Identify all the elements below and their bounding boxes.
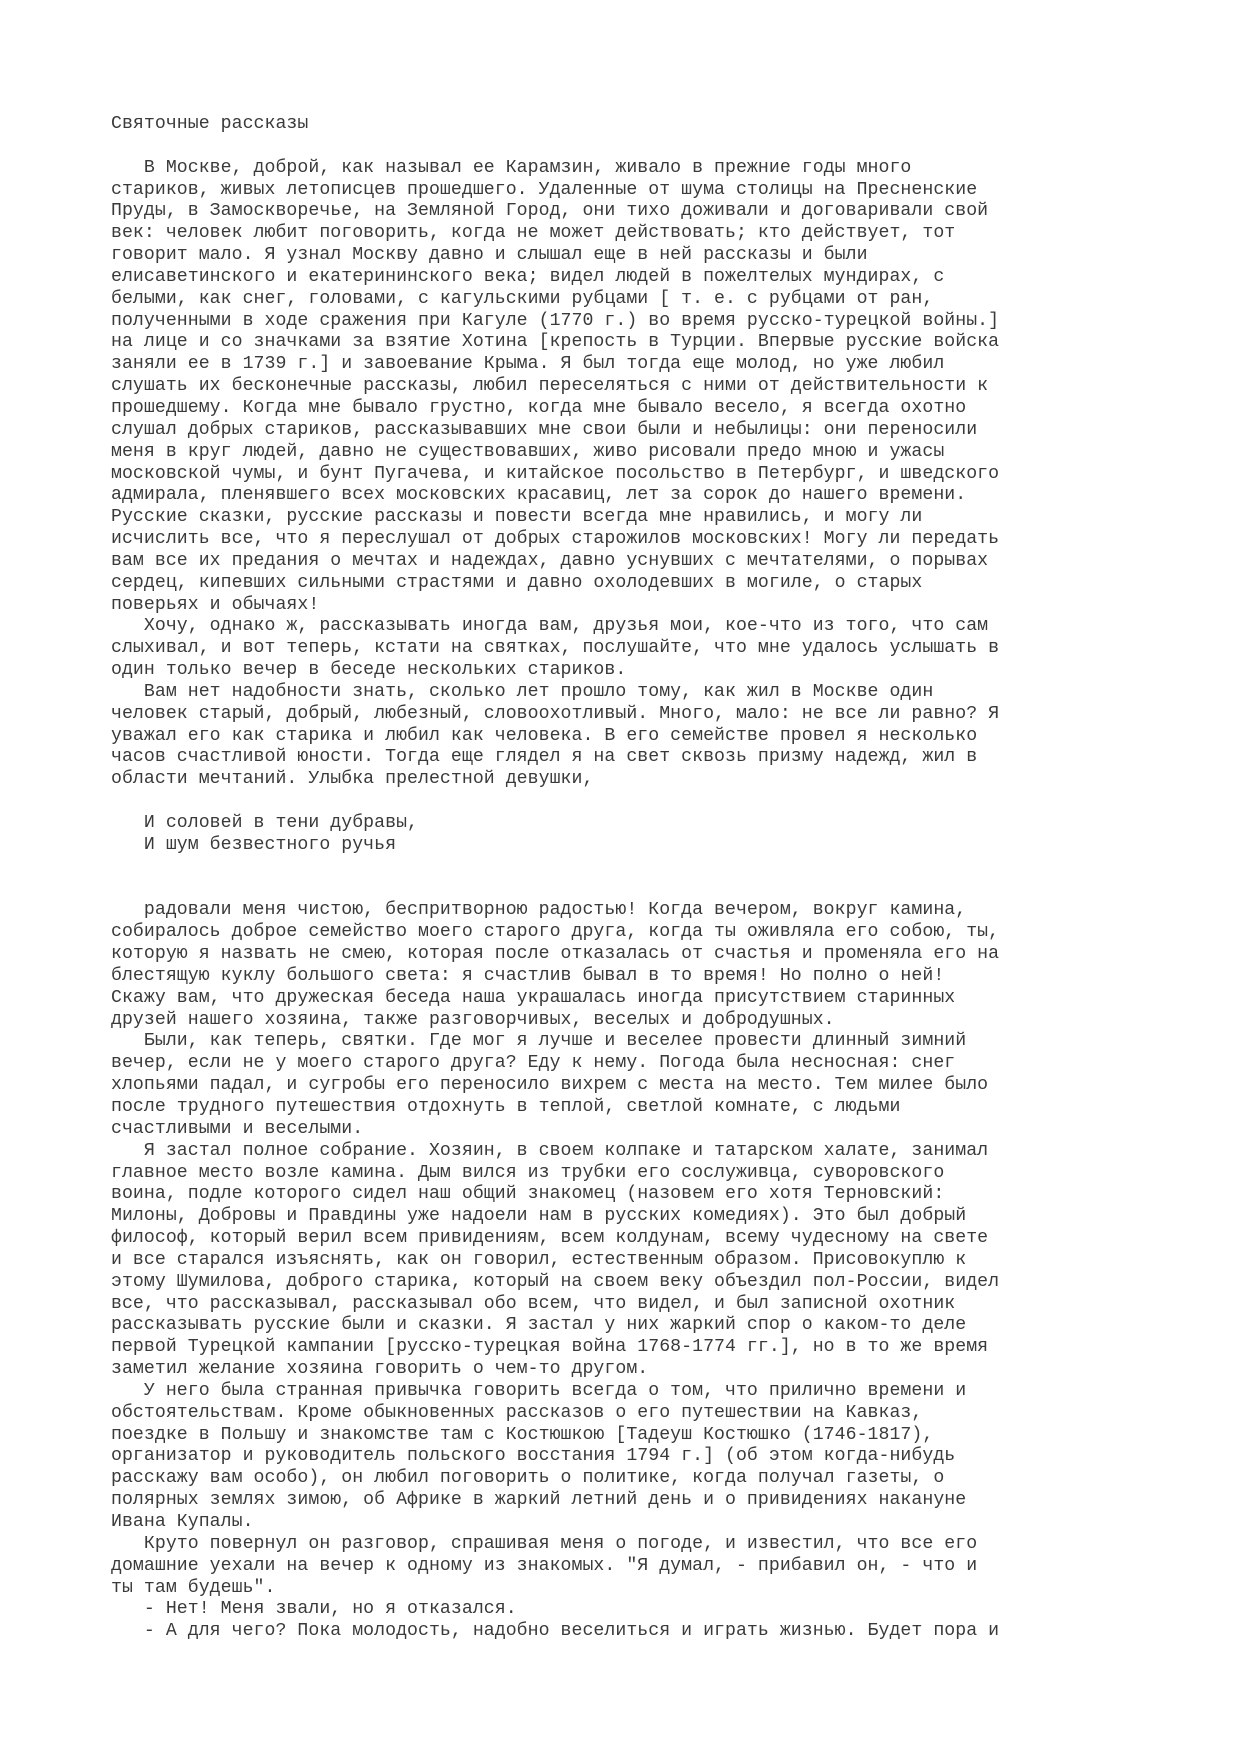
- text-line: У него была странная привычка говорить всегда о том, что прилично времени и: [111, 1380, 967, 1401]
- text-line: Хочу, однако ж, рассказывать иногда вам, друзья мои, кое-что из того, что сам: [111, 616, 989, 637]
- text-line: первой Турецкой кампании [русско-турецкая война 1768-1774 гг.], но в то же время: [111, 1337, 989, 1358]
- text-line: И соловей в тени дубравы,: [111, 813, 418, 833]
- text-line: поездке в Польшу и знакомстве там с Костюшкою [Тадеуш Костюшко (1746-1817),: [111, 1424, 934, 1445]
- text-line: хлопьями падал, и сугробы его переносило вихрем с места на место. Тем милее было: [111, 1075, 989, 1096]
- paragraph-3: [111, 682, 1171, 791]
- text-line: слыхивал, и вот теперь, кстати на святках, послушайте, что мне удалось услышать в: [111, 638, 1000, 659]
- text-line: блестящую куклу большого света: я счастлив бывал в то время! Но полно о ней!: [111, 965, 945, 986]
- dialogue: [111, 1599, 1171, 1643]
- text-line: рассказывать русские были и сказки. Я застал у них жаркий спор о каком-то деле: [111, 1315, 967, 1336]
- text-line: Были, как теперь, святки. Где мог я лучше и веселее провести длинный зимний: [111, 1031, 967, 1052]
- text-line: Скажу вам, что дружеская беседа наша украшалась иногда присутствием старинных: [111, 987, 956, 1008]
- text-line: сердец, кипевших сильными страстями и давно охолодевших в могиле, о старых: [111, 572, 923, 593]
- text-line: и все старался изъяснять, как он говорил, естественным образом. Присовокуплю к: [111, 1249, 967, 1270]
- paragraph-5: [111, 1031, 1171, 1140]
- text-line: заняли ее в 1739 г.] и завоевание Крыма. Я был тогда еще молод, но уже любил: [111, 354, 945, 375]
- text-line: белыми, как снег, головами, с кагульскими рубцами [ т. е. с рубцами от ран,: [111, 288, 934, 309]
- text-line: В Москве, доброй, как называл ее Карамзин, живало в прежние годы много: [111, 157, 912, 178]
- text-line: меня в круг людей, давно не существовавших, живо рисовали предо мною и ужасы: [111, 441, 945, 462]
- text-line: ты там будешь".: [111, 1577, 276, 1598]
- text-line: этому Шумилова, доброго старика, который на своем веку объездил пол-России, видел: [111, 1271, 1000, 1292]
- text-line: главное место возле камина. Дым вился из трубки его сослуживца, суворовского: [111, 1162, 945, 1183]
- paragraph-8: [111, 1534, 1171, 1600]
- document-page: [111, 114, 1171, 1643]
- text-line: Круто повернул он разговор, спрашивая меня о погоде, и известил, что все его: [111, 1533, 978, 1554]
- paragraph-4: [111, 900, 1171, 1031]
- text-line: друзей нашего хозяина, также разговорчивых, веселых и добродушных.: [111, 1009, 835, 1030]
- text-line: обстоятельствам. Кроме обыкновенных рассказов о его путешествии на Кавказ,: [111, 1402, 923, 1423]
- text-line: радовали меня чистою, беспритворною радостью! Когда вечером, вокруг камина,: [111, 900, 967, 921]
- text-line: Пруды, в Замоскворечье, на Земляной Город, они тихо доживали и договаривали свой: [111, 201, 989, 222]
- text-line: организатор и руководитель польского восстания 1794 г.] (об этом когда-нибудь: [111, 1446, 956, 1467]
- text-line: счастливыми и веселыми.: [111, 1118, 364, 1139]
- text-line: расскажу вам особо), он любил поговорить о политике, когда получал газеты, о: [111, 1468, 945, 1489]
- text-line: Я застал полное собрание. Хозяин, в своем колпаке и татарском халате, занимал: [111, 1140, 989, 1161]
- text-line: полярных землях зимою, об Африке в жаркий летний день и о привидениях накануне: [111, 1490, 967, 1511]
- text-line: заметил желание хозяина говорить о чем-то другом.: [111, 1359, 649, 1380]
- paragraph-7: [111, 1381, 1171, 1534]
- text-line: после трудного путешествия отдохнуть в теплой, светлой комнате, с людьми: [111, 1096, 901, 1117]
- text-line: на лице и со значками за взятие Хотина [крепость в Турции. Впервые русские войска: [111, 332, 1000, 353]
- text-line: вечер, если не у моего старого друга? Еду к нему. Погода была несносная: снег: [111, 1053, 956, 1074]
- text-line: собиралось доброе семейство моего старого друга, когда ты оживляла его собою, ты,: [111, 922, 1000, 943]
- text-line: воина, подле которого сидел наш общий знакомец (назовем его хотя Терновский:: [111, 1184, 945, 1205]
- spacer: [111, 879, 1171, 901]
- text-line: говорит мало. Я узнал Москву давно и слышал еще в ней рассказы и были: [111, 245, 868, 266]
- paragraph-1: [111, 158, 1171, 617]
- text-line: области мечтаний. Улыбка прелестной девушки,: [111, 769, 594, 790]
- text-line: все, что рассказывал, рассказывал обо всем, что видел, и был записной охотник: [111, 1293, 956, 1314]
- text-line: стариков, живых летописцев прошедшего. Удаленные от шума столицы на Пресненские: [111, 179, 978, 200]
- text-line: елисаветинского и екатерининского века; видел людей в пожелтелых мундирах, с: [111, 266, 945, 287]
- text-line: вам все их предания о мечтах и надеждах, давно уснувших с мечтателями, о порывах: [111, 550, 989, 571]
- paragraph-6: [111, 1141, 1171, 1381]
- text-line: - Нет! Меня звали, но я отказался.: [111, 1599, 517, 1620]
- text-line: часов счастливой юности. Тогда еще глядел я на свет сквозь призму надежд, жил в: [111, 747, 978, 768]
- text-line: один только вечер в беседе нескольких стариков.: [111, 660, 627, 681]
- text-line: - А для чего? Пока молодость, надобно веселиться и играть жизнью. Будет пора и: [111, 1621, 1000, 1642]
- text-line: исчислить все, что я переслушал от добрых старожилов московских! Могу ли передать: [111, 529, 1000, 550]
- text-line: Милоны, Добровы и Правдины уже надоели нам в русских комедиях). Это был добрый: [111, 1206, 967, 1227]
- paragraph-2: [111, 616, 1171, 682]
- text-line: уважал его как старика и любил как человека. В его семействе провел я несколько: [111, 725, 978, 746]
- text-line: Ивана Купалы.: [111, 1512, 254, 1532]
- text-line: адмирала, пленявшего всех московских красавиц, лет за сорок до нашего времени.: [111, 485, 967, 506]
- verse: [111, 813, 1171, 857]
- spacer: [111, 791, 1171, 813]
- text-line: прошедшему. Когда мне бывало грустно, когда мне бывало весело, я всегда охотно: [111, 397, 967, 418]
- text-line: поверьях и обычаях!: [111, 594, 320, 615]
- text-line: московской чумы, и бунт Пугачева, и китайское посольство в Петербург, и шведского: [111, 463, 1000, 484]
- text-line: век: человек любит поговорить, когда не может действовать; кто действует, тот: [111, 223, 956, 244]
- text-line: философ, который верил всем привидениям, всем колдунам, всему чудесному на свете: [111, 1228, 989, 1249]
- text-line: домашние уехали на вечер к одному из знакомых. "Я думал, - прибавил он, - что и: [111, 1555, 978, 1576]
- text-line: слушал добрых стариков, рассказывавших мне свои были и небылицы: они переносили: [111, 419, 978, 440]
- text-line: И шум безвестного ручья: [111, 834, 397, 855]
- text-line: слушать их бесконечные рассказы, любил переселяться с ними от действительности к: [111, 376, 989, 397]
- text-line: человек старый, добрый, любезный, словоохотливый. Много, мало: не все ли равно? Я: [111, 703, 1000, 724]
- text-line: полученными в ходе сражения при Кагуле (1770 г.) во время русско-турецкой войны.]: [111, 310, 1000, 331]
- text-line: Русские сказки, русские рассказы и повести всегда мне нравились, и могу ли: [111, 507, 923, 528]
- spacer: [111, 857, 1171, 879]
- document-title: Святочные рассказы: [111, 114, 309, 134]
- text-line: Вам нет надобности знать, сколько лет прошло тому, как жил в Москве один: [111, 681, 934, 702]
- text-line: которую я назвать не смею, которая после отказалась от счастья и променяла его на: [111, 944, 1000, 965]
